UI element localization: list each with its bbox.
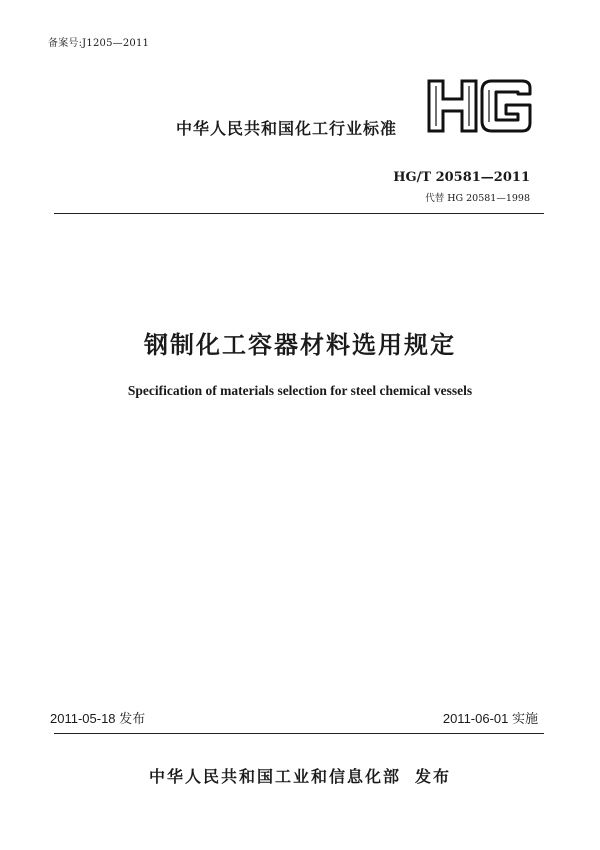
publisher-line [0,764,600,787]
title-english: Specification of materials selection for steel chemical vessels [127,383,473,398]
publish-word: 发布 [415,767,452,786]
issue-date: 2011-05-18 发布 [50,711,146,726]
standard-number: HG/T 20581—2011 [393,170,530,185]
publisher-name: 中华人民共和国工业和信息化部 [148,767,401,786]
filing-number: 备案号:J1205—2011 [48,38,150,49]
effective-date: 2011-06-01 实施 [442,711,538,726]
top-divider [54,213,544,214]
title-chinese: 钢制化工容器材料选用规定 [144,331,456,359]
replaces-standard: 代替 HG 20581—1998 [425,193,530,204]
industry-standard-name: 中华人民共和国化工行业标准 [176,119,398,138]
hg-logo-icon [426,78,534,134]
bottom-divider [54,733,544,734]
